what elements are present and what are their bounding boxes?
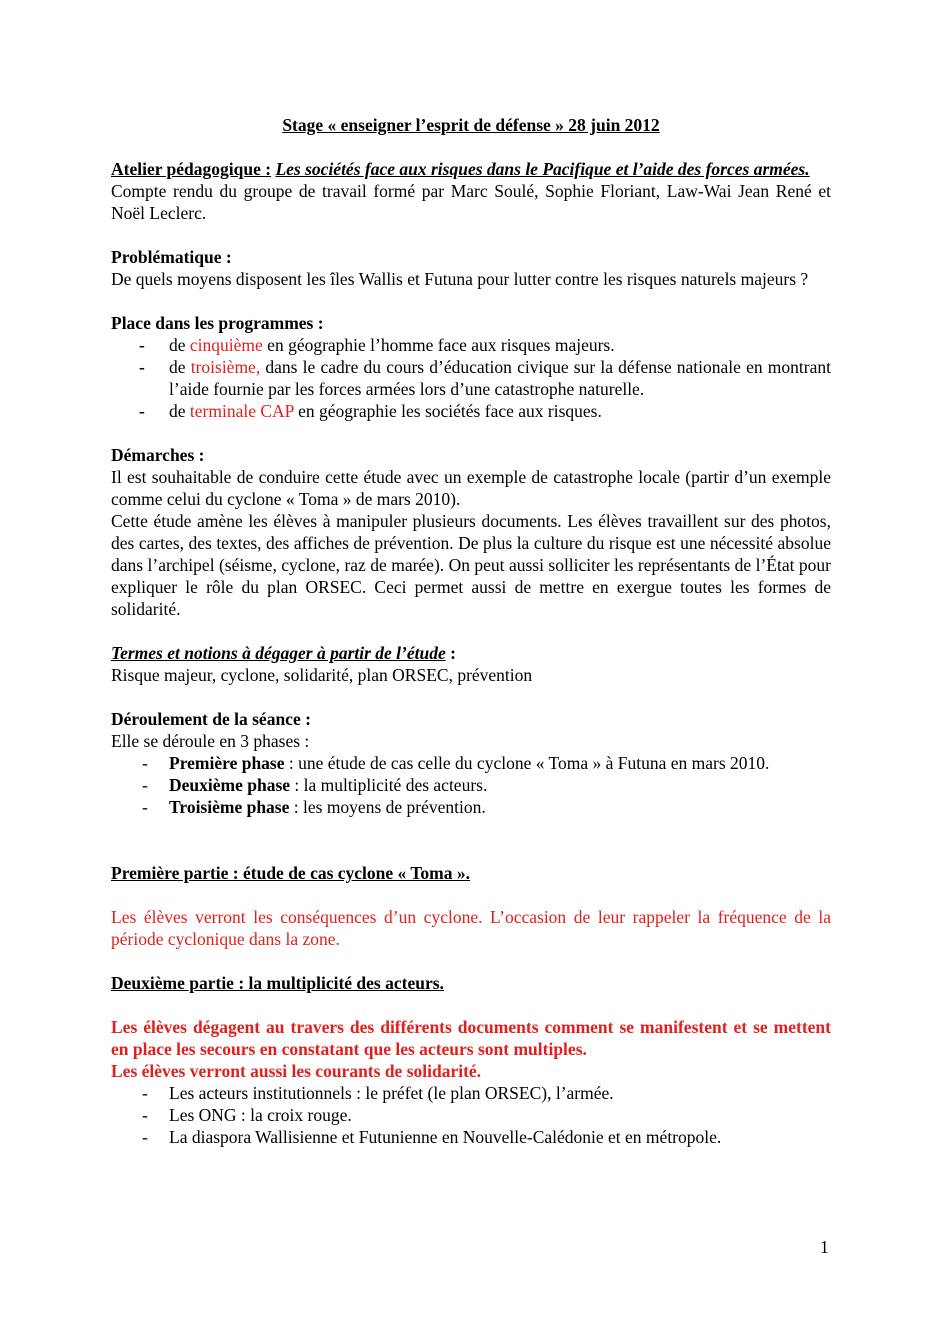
- demarches-paragraph-1: Il est souhaitable de conduire cette étude avec un exemple de catastrophe locale (partir d’un exemple comme celui du cyclone « Toma » de mars 2010).: [111, 467, 831, 509]
- partie1-text: Les élèves verront les conséquences d’un cyclone. L’occasion de leur rappeler la fréquence de la période cyclonique dans la zone.: [111, 907, 831, 949]
- dash-mark: -: [142, 1105, 148, 1125]
- phase-name: Deuxième phase: [169, 775, 291, 795]
- list-item: [111, 400, 831, 422]
- list-item: [111, 796, 831, 818]
- actor-text: La diaspora Wallisienne et Futunienne en Nouvelle-Calédonie et en métropole.: [169, 1127, 722, 1147]
- page-title: Stage « enseigner l’esprit de défense » 28 juin 2012: [282, 115, 660, 135]
- item-prefix: de: [169, 335, 190, 355]
- item-text: en géographie l’homme face aux risques majeurs.: [262, 335, 615, 355]
- partie1-heading: Première partie : étude de cas cyclone « Toma ».: [111, 863, 470, 883]
- dash-mark: -: [142, 797, 148, 817]
- demarches-heading: Démarches :: [111, 445, 205, 465]
- problematique-text: De quels moyens disposent les îles Wallis et Futuna pour lutter contre les risques naturels majeurs ?: [111, 269, 809, 289]
- list-item: [111, 1104, 831, 1126]
- partie2-text-1: Les élèves dégagent au travers des différents documents comment se manifestent et se mettent en place les secours en constatant que les acteurs sont multiples.: [111, 1017, 831, 1059]
- item-text: en géographie les sociétés face aux risques.: [293, 401, 602, 421]
- actors-list: [111, 1082, 831, 1148]
- list-item: [111, 334, 831, 356]
- phase-name: Troisième phase: [169, 797, 290, 817]
- phase-text: : les moyens de prévention.: [289, 797, 486, 817]
- list-item: [111, 1126, 831, 1148]
- actor-text: Les acteurs institutionnels : le préfet (le plan ORSEC), l’armée.: [169, 1083, 614, 1103]
- deroulement-intro: Elle se déroule en 3 phases :: [111, 731, 310, 751]
- problematique-heading: Problématique :: [111, 247, 232, 267]
- phase-text: : la multiplicité des acteurs.: [290, 775, 488, 795]
- phases-list: [111, 752, 831, 818]
- deroulement-heading: Déroulement de la séance :: [111, 709, 311, 729]
- atelier-report: Compte rendu du groupe de travail formé par Marc Soulé, Sophie Floriant, Law-Wai Jean René et Noël Leclerc.: [111, 181, 831, 223]
- termes-heading-text: Termes et notions à dégager à partir de l’étude: [111, 643, 446, 663]
- dash-mark: -: [142, 753, 148, 773]
- phase-name: Première phase: [169, 753, 285, 773]
- dash-mark: -: [142, 1083, 148, 1103]
- level-name: troisième,: [190, 357, 261, 377]
- partie2-heading: Deuxième partie : la multiplicité des acteurs.: [111, 973, 444, 993]
- demarches-paragraph-2: Cette étude amène les élèves à manipuler plusieurs documents. Les élèves travaillent sur des photos, des cartes, des textes, des affiches de prévention. De plus la culture du risque est une nécessité absolue dans l’archipel (séisme, cyclone, raz de marée). On peut aussi solliciter les représentants de l’État pour expliquer le rôle du plan ORSEC. Ceci permet aussi de mettre en exergue toutes les formes de solidarité.: [111, 511, 831, 619]
- level-name: cinquième: [189, 335, 263, 355]
- document-body: [111, 114, 831, 1148]
- level-name: terminale CAP: [189, 401, 294, 421]
- bullet-mark: -: [139, 335, 145, 355]
- list-item: [111, 752, 831, 774]
- actor-text: Les ONG : la croix rouge.: [169, 1105, 352, 1125]
- item-prefix: de: [169, 357, 191, 377]
- list-item: [111, 356, 831, 400]
- atelier-subject: Les sociétés face aux risques dans le Pacifique et l’aide des forces armées.: [275, 159, 810, 179]
- dash-mark: -: [142, 1127, 148, 1147]
- item-prefix: de: [169, 401, 190, 421]
- list-item: [111, 774, 831, 796]
- dash-mark: -: [142, 775, 148, 795]
- programmes-heading: Place dans les programmes :: [111, 313, 324, 333]
- item-text: dans le cadre du cours d’éducation civique sur la défense nationale en montrant l’aide fournie par les forces armées lors d’une catastrophe naturelle.: [169, 357, 831, 399]
- list-item: [111, 1082, 831, 1104]
- bullet-mark: -: [139, 357, 145, 377]
- page-number: 1: [820, 1237, 829, 1257]
- termes-colon: :: [445, 643, 456, 663]
- termes-text: Risque majeur, cyclone, solidarité, plan ORSEC, prévention: [111, 665, 533, 685]
- bullet-mark: -: [139, 401, 145, 421]
- partie2-text-2: Les élèves verront aussi les courants de solidarité.: [111, 1061, 482, 1081]
- atelier-label: Atelier pédagogique :: [111, 159, 272, 179]
- programmes-list: [111, 334, 831, 422]
- phase-text: : une étude de cas celle du cyclone « Toma » à Futuna en mars 2010.: [284, 753, 770, 773]
- termes-heading: [111, 642, 831, 664]
- atelier-heading: [111, 158, 831, 180]
